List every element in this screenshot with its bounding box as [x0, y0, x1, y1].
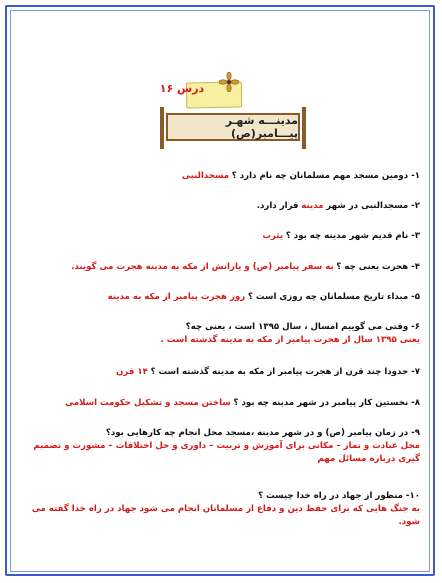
question: ۶- وقتی می گوییم امسال ، سال ۱۳۹۵ است ، یعنی چه؟	[185, 322, 420, 332]
question: ۵- مبداء تاریخ مسلمانان چه روزی است ؟	[247, 292, 420, 302]
qa-item-8	[28, 397, 420, 410]
question: ۲- مسجدالنبی در شهر	[326, 201, 420, 211]
qa-item-1	[28, 170, 420, 183]
qa-item-7	[28, 366, 420, 379]
qa-item-9	[28, 427, 420, 466]
lesson-label: درس ۱۶	[159, 82, 205, 95]
answer: مدینه	[301, 201, 324, 211]
qa-item-6	[28, 321, 420, 347]
question-suffix: قرار دارد.	[256, 201, 299, 211]
question: ۹- در زمان پیامبر (ص) و در شهر مدینه ،مسجد محل انجام چه کارهایی بود؟	[105, 428, 420, 438]
qa-item-2	[28, 200, 420, 213]
answer: به جنگ هایی که برای حفظ دین و دفاع از مسلمانان انجام می شود جهاد در راه خدا گفته می شود.	[31, 504, 420, 527]
qa-item-10	[28, 490, 420, 529]
qa-item-3	[28, 230, 420, 243]
answer: یعنی ۱۳۹۵ سال از هجرت پیامبر از مکه به مدینه گذشته است .	[160, 335, 420, 345]
qa-item-4	[28, 261, 420, 274]
answer: مسجدالنبی	[181, 171, 230, 181]
question: ۱- دومین مسجد مهم مسلمانان چه نام دارد ؟	[231, 171, 420, 181]
answer: روز هجرت پیامبر از مکه به مدینه	[107, 292, 246, 302]
answer: ۱۴ قرن	[116, 367, 148, 377]
answer: ساختن مسجد و تشکیل حکومت اسلامی	[65, 398, 231, 408]
answer: محل عبادت و نماز – مکانی برای آموزش و تربیت – داوری و حل اختلافات – مشورت و تصمیم گیری درباره مسائل مهم	[33, 441, 420, 464]
page-title: مدینـــه شهـر پیـــامبر(ص)	[225, 114, 298, 140]
question: ۷- حدودا چند قرن از هجرت پیامبر از مکه به مدینه گذشته است ؟	[150, 367, 420, 377]
answer: به سفر پیامبر (ص) و یارانش از مکه به مدینه هجرت می گویند.	[71, 262, 334, 272]
question: ۳- نام قدیم شهر مدینه چه بود ؟	[285, 231, 420, 241]
question: ۸- نخستین کار پیامبر در شهر مدینه چه بود ؟	[233, 398, 420, 408]
question: ۱۰- منظور از جهاد در راه خدا چیست ؟	[258, 491, 420, 501]
title-banner	[166, 113, 300, 141]
flower-icon	[219, 72, 239, 92]
question: ۴- هجرت یعنی چه ؟	[336, 262, 420, 272]
qa-item-5	[28, 291, 420, 304]
answer: یثرب	[262, 231, 284, 241]
